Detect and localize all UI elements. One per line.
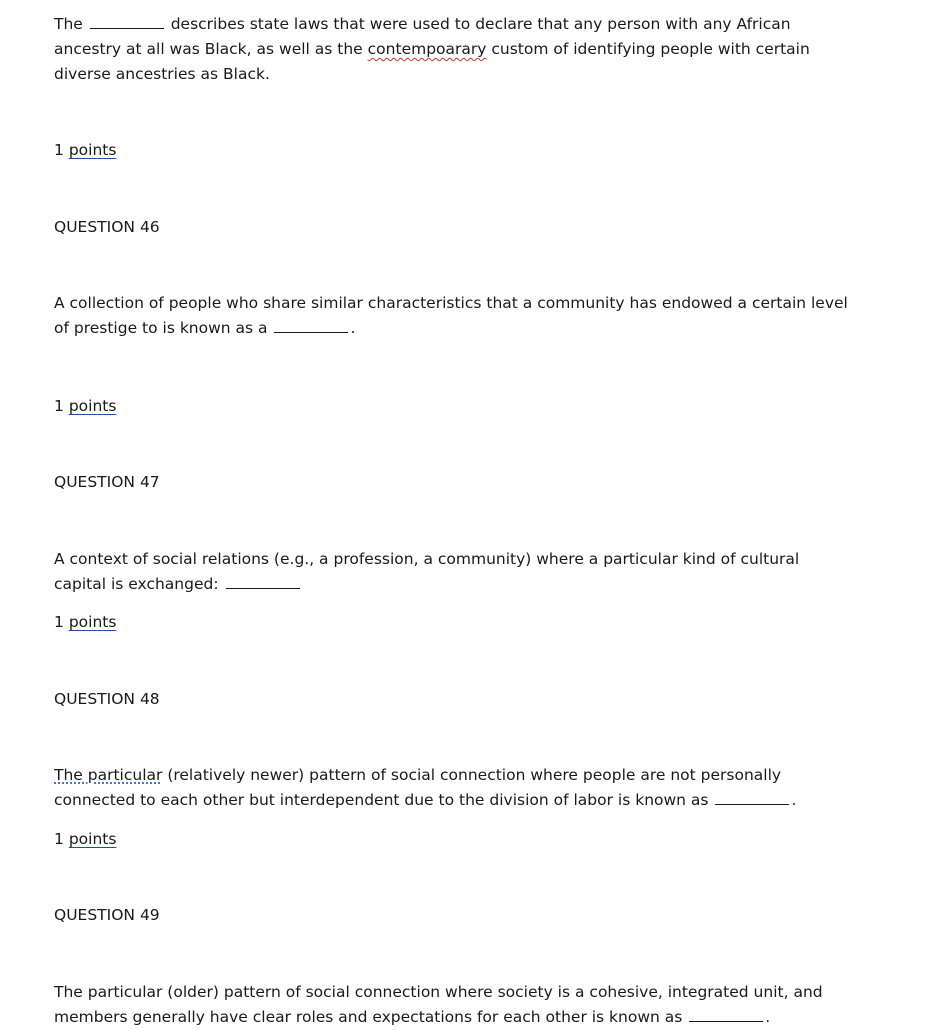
q45-text-part3: custom of identifying people with certain diverse ancestries as Black. <box>54 40 810 83</box>
q46-points <box>54 394 116 419</box>
answer-blank <box>274 318 348 333</box>
q46-text: A collection of people who share similar characteristics that a community has endowed a certain level of prestige to is known as a <box>54 294 848 337</box>
q45-text-part1: The <box>54 15 83 33</box>
q47-text: A context of social relations (e.g., a profession, a community) where a particular kind of cultural capital is exchanged: <box>54 550 800 593</box>
points-number: 1 <box>54 613 64 631</box>
grammar-flagged-phrase: The particular <box>54 766 163 784</box>
q47-points <box>54 610 116 635</box>
answer-blank <box>689 1007 763 1022</box>
question-46-text <box>54 291 854 341</box>
q49-text: The particular (older) pattern of social connection where society is a cohesive, integrated unit, and members generally have clear roles and expectations for each other is known as <box>54 983 823 1026</box>
q48-points <box>54 827 116 852</box>
q48-end: . <box>791 791 797 809</box>
question-49-text <box>54 980 854 1030</box>
points-number: 1 <box>54 397 64 415</box>
q49-end: . <box>765 1008 771 1026</box>
question-47-header: QUESTION 47 <box>54 473 160 491</box>
misspelled-word: contempoarary <box>367 40 487 58</box>
points-link[interactable]: points <box>68 397 117 415</box>
answer-blank <box>90 14 164 29</box>
q45-text-part2: describes state laws that were used to declare that any person with any African ancestry at all was Black, as well as the <box>54 15 791 58</box>
answer-blank <box>715 790 789 805</box>
question-48-header: QUESTION 48 <box>54 690 160 708</box>
question-49-header: QUESTION 49 <box>54 906 160 924</box>
question-46-header: QUESTION 46 <box>54 218 160 236</box>
points-number: 1 <box>54 141 64 159</box>
q46-end: . <box>350 319 356 337</box>
points-link[interactable]: points <box>68 141 117 159</box>
q45-points <box>54 138 116 163</box>
question-48-text <box>54 763 854 813</box>
question-47-text <box>54 547 854 597</box>
question-45-text <box>54 12 854 87</box>
points-link[interactable]: points <box>68 830 117 848</box>
points-link[interactable]: points <box>68 613 117 631</box>
q48-text: (relatively newer) pattern of social connection where people are not personally connected to each other but interdependent due to the division of labor is known as <box>54 766 782 809</box>
answer-blank <box>226 574 300 589</box>
points-number: 1 <box>54 830 64 848</box>
